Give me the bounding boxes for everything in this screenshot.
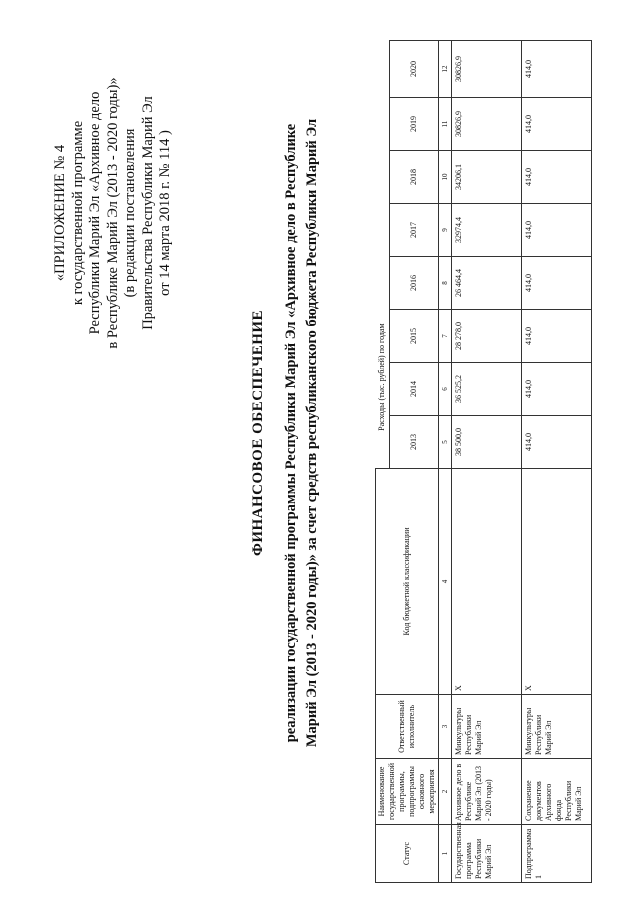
header-year: 2016 bbox=[390, 257, 439, 310]
row-value: 414,0 bbox=[522, 98, 592, 151]
column-number: 4 bbox=[439, 469, 452, 695]
row-value: 34206,1 bbox=[452, 151, 522, 204]
appendix-line: к государственной программе bbox=[69, 120, 86, 306]
header-year: 2018 bbox=[390, 151, 439, 204]
row-value: 32974,4 bbox=[452, 204, 522, 257]
row-value: 414,0 bbox=[522, 151, 592, 204]
header-expenses: Расходы (тыс. рублей) по годам bbox=[376, 40, 390, 468]
appendix-line: Республики Марий Эл «Архивное дело bbox=[87, 91, 103, 335]
header-year: 2017 bbox=[390, 204, 439, 257]
column-number: 9 bbox=[439, 204, 452, 257]
table-row bbox=[522, 40, 592, 882]
row-value: 414,0 bbox=[522, 257, 592, 310]
document-subtitle-line-2: Марий Эл (2013 - 2020 годы)» за счет средств республиканского бюджета Республики Марий Эл bbox=[304, 118, 320, 748]
appendix-line: в Республике Марий Эл (2013 - 2020 годы)» bbox=[104, 77, 121, 349]
row-code: X bbox=[452, 469, 522, 695]
document-heading: ФИНАНСОВОЕ ОБЕСПЕЧЕНИЕ bbox=[250, 309, 266, 557]
row-value: 414,0 bbox=[522, 40, 592, 97]
appendix-line: Правительства Республики Марий Эл bbox=[139, 96, 156, 330]
header-executor: Ответственный исполнитель bbox=[376, 695, 439, 759]
column-number: 12 bbox=[439, 40, 452, 97]
column-number: 2 bbox=[439, 759, 452, 825]
column-number: 8 bbox=[439, 257, 452, 310]
column-number: 1 bbox=[439, 825, 452, 883]
column-number: 11 bbox=[439, 98, 452, 151]
row-status: Государственная программа Республики Марий Эл bbox=[452, 825, 522, 883]
header-code: Код бюджетной классификации bbox=[376, 469, 439, 695]
column-number: 10 bbox=[439, 151, 452, 204]
row-value: 26 464,4 bbox=[452, 257, 522, 310]
header-year: 2013 bbox=[390, 416, 439, 469]
row-value: 38 500,0 bbox=[452, 416, 522, 469]
column-number: 3 bbox=[439, 695, 452, 759]
row-value: 30826,9 bbox=[452, 98, 522, 151]
row-value: 414,0 bbox=[522, 204, 592, 257]
row-value: 414,0 bbox=[522, 363, 592, 416]
appendix-line: от 14 марта 2018 г. № 114 ) bbox=[157, 130, 173, 296]
row-status: Подпрограмма 1 bbox=[522, 825, 592, 883]
row-value: 28 278,0 bbox=[452, 310, 522, 363]
header-name: Наименование государственной программы, подпрограммы основного мероприятия bbox=[376, 759, 439, 825]
header-status: Статус bbox=[376, 825, 439, 883]
row-code: X bbox=[522, 469, 592, 695]
column-number: 7 bbox=[439, 310, 452, 363]
header-year: 2020 bbox=[390, 40, 439, 97]
row-value: 30826,9 bbox=[452, 40, 522, 97]
row-value: 414,0 bbox=[522, 310, 592, 363]
financing-table bbox=[375, 40, 592, 883]
appendix-block bbox=[52, 43, 175, 383]
row-value: 36 525,2 bbox=[452, 363, 522, 416]
row-executor: Минкультуры Республики Марий Эл bbox=[452, 695, 522, 759]
row-name: Сохранение документов Архивного фонда Республики Марий Эл bbox=[522, 759, 592, 825]
document-subtitle-line-1: реализации государственной программы Республики Марий Эл «Архивное дело в Республике bbox=[283, 123, 299, 743]
header-year: 2019 bbox=[390, 98, 439, 151]
table-row bbox=[452, 40, 522, 882]
row-value: 414,0 bbox=[522, 416, 592, 469]
row-name: Архивное дело в Республике Марий Эл (2013 - 2020 годы) bbox=[452, 759, 522, 825]
column-number-row bbox=[439, 40, 452, 882]
column-number: 5 bbox=[439, 416, 452, 469]
column-number: 6 bbox=[439, 363, 452, 416]
header-year: 2014 bbox=[390, 363, 439, 416]
row-executor: Минкультуры Республики Марий Эл bbox=[522, 695, 592, 759]
appendix-line: «ПРИЛОЖЕНИЕ № 4 bbox=[52, 144, 68, 282]
appendix-line: (в редакции постановления bbox=[122, 128, 138, 298]
header-year: 2015 bbox=[390, 310, 439, 363]
